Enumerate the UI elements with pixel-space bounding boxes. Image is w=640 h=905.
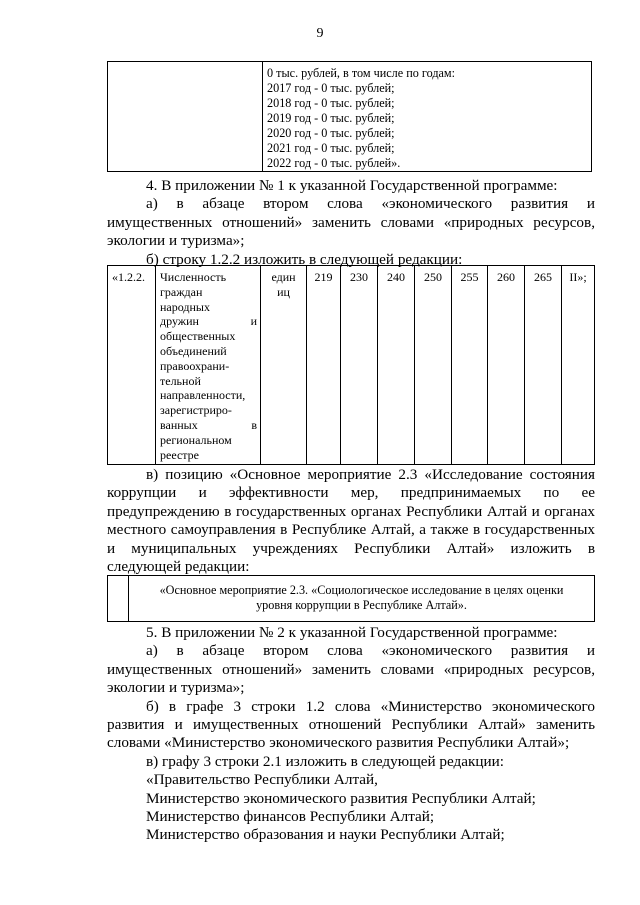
- row-code: «1.2.2.: [108, 266, 156, 465]
- section-5-list-item: «Правительство Республики Алтай,: [146, 771, 378, 789]
- section-5-heading: 5. В приложении № 2 к указанной Государственной программе:: [146, 624, 558, 641]
- funding-line: 2019 год - 0 тыс. рублей;: [267, 111, 395, 125]
- funding-line: 2022 год - 0 тыс. рублей».: [267, 156, 401, 170]
- row-value: 255: [452, 266, 488, 465]
- row-name-line: объединений: [160, 343, 227, 358]
- row-name-line: направленности,: [160, 388, 246, 403]
- section-5a-line: а) в абзаце втором слова «экономического развития и: [146, 642, 595, 660]
- row-name-line: региональном: [160, 432, 232, 447]
- section-5-list-item: Министерство финансов Республики Алтай;: [146, 808, 435, 826]
- event-line: «Основное мероприятие 2.3. «Социологическое исследование в целях оценки: [159, 583, 564, 597]
- row-name-line: Численность: [160, 270, 227, 284]
- row-name-line: граждан: [160, 284, 203, 299]
- section-5v-text: в) графу 3 строки 2.1 изложить в следующей редакции:: [146, 752, 505, 770]
- section-5-list-item: Министерство экономического развития Республики Алтай;: [146, 789, 536, 807]
- row-value: 265: [525, 266, 562, 465]
- section-4-text: [107, 177, 595, 269]
- funding-line: 2020 год - 0 тыс. рублей;: [267, 126, 395, 140]
- row-value: 230: [341, 266, 378, 465]
- event-table-empty-cell: [108, 576, 129, 622]
- event-line: уровня коррупции в Республике Алтай».: [256, 598, 467, 612]
- row-name-line: тельной: [160, 373, 201, 388]
- row-value: 240: [378, 266, 415, 465]
- funding-line: 2021 год - 0 тыс. рублей;: [267, 141, 395, 155]
- section-4a-line: а) в абзаце втором слова «экономического развития и: [146, 195, 595, 213]
- section-5a-line: экологии и туризма»;: [107, 679, 245, 697]
- row-name-line: правоохрани-: [160, 358, 230, 373]
- row-last: II»;: [562, 266, 595, 465]
- funding-table: [107, 61, 592, 172]
- row-name-line: дружин и: [160, 314, 257, 329]
- row-name-line: ванных в: [160, 417, 257, 432]
- row-name-line: народных: [160, 299, 210, 314]
- event-table-text-cell: [129, 576, 595, 622]
- row-name-line: общественных: [160, 329, 236, 344]
- section-5-list-item: Министерство образования и науки Республики Алтай;: [146, 826, 505, 844]
- funding-line: 2017 год - 0 тыс. рублей;: [267, 81, 395, 95]
- page-number: 9: [316, 26, 324, 41]
- section-4-heading: 4. В приложении № 1 к указанной Государственной программе:: [146, 177, 558, 194]
- section-5-text: [107, 624, 595, 845]
- section-4v-line: в) позицию «Основное мероприятие 2.3 «Исследование состояния: [146, 466, 595, 483]
- row-name-line: зарегистриро-: [160, 403, 232, 418]
- section-4a-line: экологии и туризма»;: [107, 232, 245, 250]
- section-5b-line: словами «Министерство экономического развития Республики Алтай»;: [107, 734, 570, 752]
- section-4v-line: и муниципальных учреждениях Республики Алтай» изложить в: [107, 539, 595, 557]
- section-4v-line: коррупции и эффективности мер, предпринимаемых по ее: [107, 484, 595, 502]
- section-5a-line: имущественных отношений» заменить словами «природных ресурсов,: [107, 660, 595, 678]
- event-table: [107, 575, 595, 622]
- row-unit: [261, 266, 307, 465]
- section-4b-text: б) строку 1.2.2 изложить в следующей редакции:: [146, 250, 463, 268]
- row-unit-line: иц: [277, 284, 290, 299]
- indicator-row-table: [107, 265, 595, 465]
- section-4v-line: предупреждению в государственных органах Республики Алтай и органах: [107, 502, 595, 520]
- section-4a-line: имущественных отношений» заменить словами «природных ресурсов,: [107, 213, 595, 231]
- row-name-line: реестре: [160, 447, 199, 462]
- row-value: 260: [488, 266, 525, 465]
- section-5b-line: развития и имущественных отношений Республики Алтай» заменить: [107, 716, 595, 734]
- funding-line: 2018 год - 0 тыс. рублей;: [267, 96, 395, 110]
- section-5b-line: б) в графе 3 строки 1.2 слова «Министерство экономического: [146, 697, 595, 715]
- row-unit-line: един: [271, 270, 296, 284]
- funding-line: 0 тыс. рублей, в том числе по годам:: [267, 66, 456, 80]
- row-name: [156, 266, 261, 465]
- section-4v-text: [107, 466, 595, 576]
- row-value: 250: [415, 266, 452, 465]
- row-value: 219: [307, 266, 341, 465]
- funding-table-empty-cell: [108, 62, 263, 172]
- funding-table-values-cell: [263, 62, 592, 172]
- section-4v-line: следующей редакции:: [107, 558, 250, 576]
- section-4v-line: местного самоуправления в Республике Алтай, а также в государственных: [107, 521, 595, 539]
